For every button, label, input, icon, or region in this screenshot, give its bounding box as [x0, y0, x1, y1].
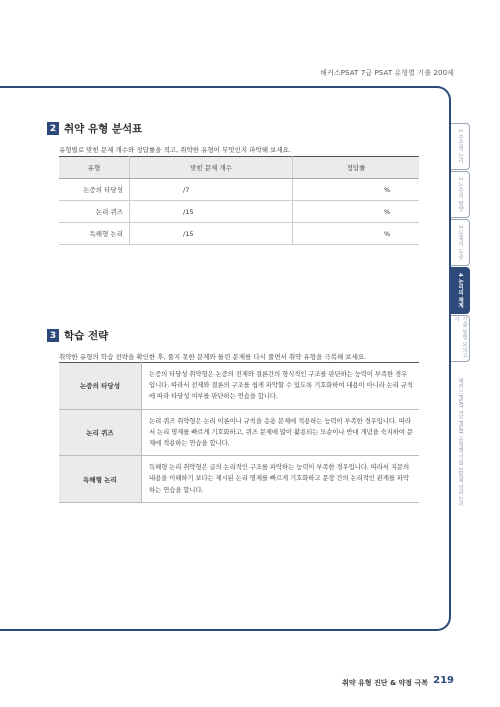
strategy-table — [59, 362, 419, 503]
section-title: 취약 유형 분석표 — [64, 123, 143, 135]
section-number: 3 — [47, 329, 59, 342]
section-description: 취약한 유형의 학습 전략을 확인한 후, 풀지 못한 문제와 틀린 문제를 다시 풀면서 취약 유형을 극복해 보세요. — [59, 353, 367, 361]
table-row — [59, 456, 419, 503]
section-header — [47, 121, 291, 136]
side-tab-active[interactable]: 4 논리의 체계 — [451, 267, 470, 314]
section-title: 학습 전략 — [64, 330, 109, 342]
header-title: 해커스PSAT 7급 PSAT 유형별 기출 200제 — [320, 69, 454, 77]
table-row — [59, 363, 419, 410]
type-cell: 독해형 논리 — [59, 223, 130, 245]
strategy-text: 논증의 타당성 취약형은 논증의 전제와 결론간의 형식적인 구조를 판단하는 능력이 부족한 경우입니다. 따라서 전제와 결론의 구조를 쉽게 파악할 수 있도록 기호화하여 내용이 아니라 논리 규칙에 따라 타당성 여부를 판단하는 연습을 합니다. — [142, 363, 420, 410]
count-cell[interactable]: /15 — [130, 223, 293, 245]
table-row — [59, 223, 419, 245]
type-cell: 논리 퀴즈 — [59, 409, 142, 456]
section-weak-type-analysis — [47, 121, 291, 154]
column-header: 유형 — [59, 157, 130, 179]
column-header: 맞힌 문제 개수 — [130, 157, 293, 179]
side-tab[interactable]: 기출 동형 모의고사 — [451, 315, 470, 362]
strategy-text: 논리 퀴즈 취약형은 논리 이론이나 규칙을 응용 문제에 적용하는 능력이 부족한 경우입니다. 따라서 논리 명제를 빠르게 기호화하고, 퀴즈 문제에 많이 활용되는 모순이나 반대 개념을 숙지하여 문제에 적용하는 연습을 합니다. — [142, 409, 420, 456]
analysis-table — [59, 156, 419, 245]
type-cell: 논증의 타당성 — [59, 179, 130, 201]
strategy-text: 독해형 논리 취약형은 글의 논리적인 구조를 파악하는 능력이 부족한 경우입니다. 따라서 지문의 내용을 이해하기 보다는 제시된 논리 명제를 빠르게 기호화하고 문장 간의 논리적인 관계를 파악하는 연습을 합니다. — [142, 456, 420, 503]
side-tab[interactable]: 1 추론형 논리 — [451, 123, 470, 170]
type-cell: 논리 퀴즈 — [59, 201, 130, 223]
type-cell: 독해형 논리 — [59, 456, 142, 503]
page-number: 219 — [433, 675, 454, 686]
side-tab[interactable]: 3 문제의 도출 — [451, 219, 470, 266]
table-header-row — [59, 157, 419, 179]
side-tab[interactable]: 2 논증의 방향 — [451, 171, 470, 218]
type-cell: 논증의 타당성 — [59, 363, 142, 410]
rate-cell[interactable]: % — [293, 179, 420, 201]
side-book-title: 해커스PSAT 7급 PSAT 유형별 기출 200제 언어논리 — [457, 378, 463, 507]
section-number: 2 — [47, 122, 59, 135]
table-row — [59, 201, 419, 223]
table-row — [59, 179, 419, 201]
column-header: 정답률 — [293, 157, 420, 179]
table-row — [59, 409, 419, 456]
section-study-strategy — [47, 328, 366, 361]
count-cell[interactable]: /15 — [130, 201, 293, 223]
section-header — [47, 328, 366, 343]
rate-cell[interactable]: % — [293, 201, 420, 223]
count-cell[interactable]: /7 — [130, 179, 293, 201]
section-description: 유형별로 맞힌 문제 개수와 정답률을 적고, 취약한 유형이 무엇인지 파악해 보세요. — [59, 146, 292, 154]
rate-cell[interactable]: % — [293, 223, 420, 245]
footer-section-title: 취약 유형 진단 & 약점 극복 — [342, 679, 428, 687]
